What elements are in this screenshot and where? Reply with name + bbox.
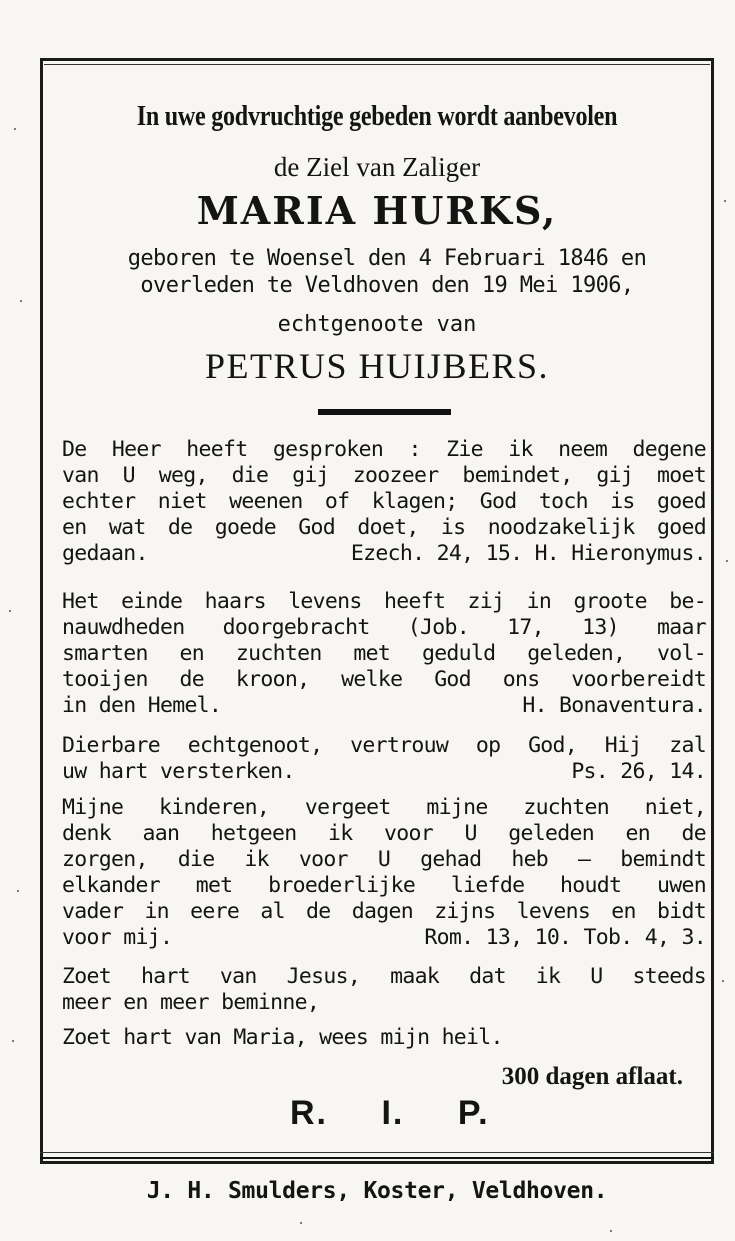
spouse-intro: echtgenoote van <box>277 312 477 337</box>
quote-end: uw hart versterken. <box>62 759 295 784</box>
prayer-maria: Zoet hart van Maria, wees mijn heil. <box>62 1025 503 1050</box>
rip-letter-r: R. <box>290 1094 328 1132</box>
quote-last-line <box>62 541 706 567</box>
quote-paragraph-4 <box>62 795 706 951</box>
birth-death-block <box>62 245 712 299</box>
top-inner-rule <box>44 64 710 65</box>
deceased-name: MARIA HURKS, <box>196 188 558 233</box>
quote-line: en wat de goede God doet, is noodzakelijk goed <box>62 515 706 540</box>
quote-source: Ezech. 24, 15. H. Hieronymus. <box>350 541 706 566</box>
quote-line: denk aan hetgeen ik voor U geleden en de <box>62 821 706 846</box>
quote-source: H. Bonaventura. <box>522 693 706 718</box>
spouse-name: PETRUS HUIJBERS. <box>204 346 550 386</box>
indulgence-note: 300 dagen aflaat. <box>501 1063 683 1090</box>
printer-footer: J. H. Smulders, Koster, Veldhoven. <box>146 1178 608 1204</box>
prayer-last-line <box>62 990 706 1016</box>
rip-letter-i: I. <box>381 1094 405 1132</box>
quote-line: van U weg, die gij zoozeer bemindet, gij moet <box>62 463 706 488</box>
quote-end: gedaan. <box>62 541 148 566</box>
quote-last-line <box>62 925 706 951</box>
ziel-line: de Ziel van Zaliger <box>273 152 481 182</box>
quote-paragraph-1 <box>62 437 706 567</box>
quote-last-line <box>62 759 706 785</box>
separator-rule <box>318 409 451 415</box>
quote-line: echter niet weenen of klagen; God toch is goed <box>62 489 706 514</box>
quote-line: zorgen, die ik voor U gehad heb — bemindt <box>62 847 706 872</box>
death-line: overleden te Veldhoven den 19 Mei 1906, <box>140 273 634 298</box>
quote-line: tooijen de kroon, welke God ons voorbereidt <box>62 667 706 692</box>
birth-line: geboren te Woensel den 4 Februari 1846 en <box>127 246 647 271</box>
quote-source: Ps. 26, 14. <box>571 759 706 784</box>
quote-last-line <box>62 693 706 719</box>
quote-paragraph-3 <box>62 733 706 785</box>
quote-end: in den Hemel. <box>62 693 222 718</box>
bottom-double-rule <box>40 1152 714 1159</box>
quote-line: elkander met broederlijke liefde houdt uwen <box>62 873 706 898</box>
rip-mark <box>290 1094 490 1133</box>
quote-paragraph-2 <box>62 589 706 719</box>
quote-line: De Heer heeft gesproken : Zie ik neem degene <box>62 437 706 462</box>
quote-line: Dierbare echtgenoot, vertrouw op God, Hij zal <box>62 733 706 758</box>
quote-line: nauwdheden doorgebracht (Job. 17, 13) maar <box>62 615 706 640</box>
prayer-line: Zoet hart van Jesus, maak dat ik U steeds <box>62 964 706 989</box>
quote-source: Rom. 13, 10. Tob. 4, 3. <box>424 925 706 950</box>
quote-end: voor mij. <box>62 925 173 950</box>
prayer-end: meer en meer beminne, <box>62 990 320 1015</box>
quote-line: smarten en zuchten met geduld geleden, vol- <box>62 641 706 666</box>
quote-line: vader in eere al de dagen zijns levens en bidt <box>62 899 706 924</box>
rip-letter-p: P. <box>457 1094 490 1132</box>
prayer-paragraph <box>62 964 706 1016</box>
quote-line: Het einde haars levens heeft zij in groote be- <box>62 589 706 614</box>
header-recommendation: In uwe godvruchtige gebeden wordt aanbevolen <box>136 100 618 132</box>
quote-line: Mijne kinderen, vergeet mijne zuchten niet, <box>62 795 706 820</box>
